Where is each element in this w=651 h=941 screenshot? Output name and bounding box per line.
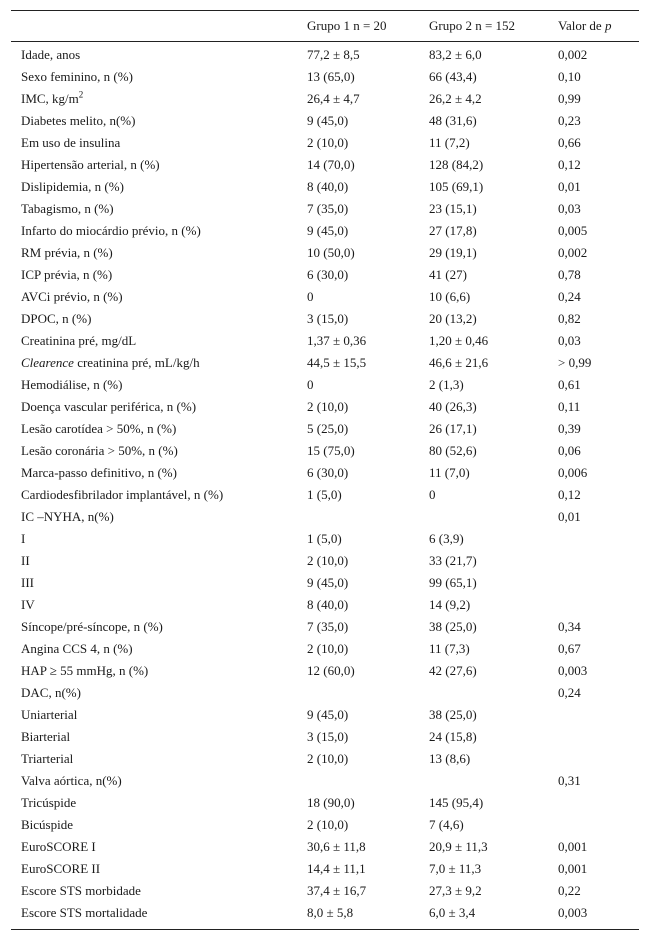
group1-value: 77,2 ± 8,5: [307, 47, 360, 62]
row-label-text: Infarto do miocárdio prévio, n (%): [21, 223, 201, 238]
table-row: [11, 703, 639, 725]
row-label: [21, 311, 91, 326]
row-label: [21, 201, 114, 216]
p-value: 0,24: [558, 289, 581, 304]
table-row: [11, 769, 639, 791]
table-row: [11, 175, 639, 197]
group1-value: 6 (30,0): [307, 267, 349, 282]
row-label-text: Doença vascular periférica, n (%): [21, 399, 197, 414]
row-label: [21, 135, 120, 150]
header-col-group1: Grupo 1 n = 20: [307, 18, 387, 33]
group2-value: 27 (17,8): [429, 223, 477, 238]
row-label-text: Biarterial: [21, 729, 71, 744]
row-label: [21, 641, 133, 656]
table-row: [11, 593, 639, 615]
p-value: 0,99: [558, 91, 581, 106]
header-pvalue-prefix: Valor de: [558, 18, 605, 33]
group1-value: 7 (35,0): [307, 619, 349, 634]
group2-value: 99 (65,1): [429, 575, 477, 590]
row-label: [21, 773, 122, 788]
table-row: [11, 505, 639, 527]
table-row: [11, 901, 639, 923]
row-label: [21, 597, 35, 612]
table-row: [11, 395, 639, 417]
group1-value: 1 (5,0): [307, 487, 342, 502]
table-row: [11, 439, 639, 461]
row-label: [21, 883, 141, 898]
row-label: [21, 91, 83, 106]
group1-value: 1 (5,0): [307, 531, 342, 546]
row-label: [21, 69, 133, 84]
group2-value: 40 (26,3): [429, 399, 477, 414]
table-row: [11, 725, 639, 747]
p-value: 0,003: [558, 663, 588, 678]
group1-value: 0: [307, 377, 314, 392]
row-label-text: Uniarterial: [21, 707, 78, 722]
group2-value: 42 (27,6): [429, 663, 477, 678]
table-row: [11, 879, 639, 901]
group1-value: 30,6 ± 11,8: [307, 839, 366, 854]
p-value: 0,31: [558, 773, 581, 788]
row-label: [21, 663, 148, 678]
row-label-text: Lesão coronária > 50%, n (%): [21, 443, 178, 458]
header-col-group2: Grupo 2 n = 152: [429, 18, 516, 33]
group1-value: 37,4 ± 16,7: [307, 883, 367, 898]
table-header-rule: [11, 41, 639, 42]
row-label-text: Hipertensão arterial, n (%): [21, 157, 160, 172]
row-label: [21, 509, 114, 524]
row-label-text: Lesão carotídea > 50%, n (%): [21, 421, 177, 436]
row-label: [21, 575, 34, 590]
row-label: [21, 553, 30, 568]
row-label: [21, 399, 196, 414]
group1-value: 6 (30,0): [307, 465, 349, 480]
table-row: [11, 351, 639, 373]
row-label-text: Diabetes melito, n(%): [21, 113, 136, 128]
row-label-text: RM prévia, n (%): [21, 245, 113, 260]
p-value: 0,66: [558, 135, 581, 150]
p-value: 0,12: [558, 157, 581, 172]
group2-value: 80 (52,6): [429, 443, 477, 458]
group1-value: 8 (40,0): [307, 179, 349, 194]
row-label: [21, 795, 76, 810]
group2-value: 48 (31,6): [429, 113, 477, 128]
group1-value: 2 (10,0): [307, 751, 349, 766]
row-label: [21, 267, 112, 282]
row-label-text: ICP prévia, n (%): [21, 267, 113, 282]
group2-value: 38 (25,0): [429, 707, 477, 722]
p-value: 0,001: [558, 861, 588, 876]
group2-value: 105 (69,1): [429, 179, 484, 194]
row-label: [21, 421, 176, 436]
table-row: [11, 197, 639, 219]
table-row: [11, 373, 639, 395]
group2-value: 13 (8,6): [429, 751, 471, 766]
row-label: [21, 685, 81, 700]
group2-value: 6,0 ± 3,4: [429, 905, 476, 920]
table-row: [11, 813, 639, 835]
group2-value: 7,0 ± 11,3: [429, 861, 482, 876]
group2-value: 128 (84,2): [429, 157, 484, 172]
row-label-text: Marca-passo definitivo, n (%): [21, 465, 177, 480]
p-value: 0,001: [558, 839, 588, 854]
group1-value: 3 (15,0): [307, 729, 349, 744]
p-value: > 0,99: [558, 355, 592, 370]
row-label: [21, 751, 73, 766]
group2-value: 0: [429, 487, 436, 502]
p-value: 0,01: [558, 179, 581, 194]
p-value: 0,10: [558, 69, 581, 84]
group2-value: 46,6 ± 21,6: [429, 355, 489, 370]
group2-value: 11 (7,0): [429, 465, 470, 480]
group1-value: 9 (45,0): [307, 575, 349, 590]
row-label: [21, 355, 200, 370]
group2-value: 11 (7,2): [429, 135, 470, 150]
p-value: 0,61: [558, 377, 581, 392]
table-row: [11, 65, 639, 87]
p-value: 0,78: [558, 267, 581, 282]
table-row: [11, 87, 639, 109]
row-label: [21, 47, 80, 62]
group2-value: 26,2 ± 4,2: [429, 91, 482, 106]
table-row: [11, 857, 639, 879]
row-label-text: AVCi prévio, n (%): [21, 289, 123, 304]
table-row: [11, 791, 639, 813]
group1-value: 8 (40,0): [307, 597, 349, 612]
row-label: [21, 465, 177, 480]
row-label: [21, 179, 124, 194]
row-label: [21, 443, 178, 458]
group2-value: 20,9 ± 11,3: [429, 839, 488, 854]
row-label-text: EuroSCORE I: [21, 839, 96, 854]
row-label: [21, 333, 136, 348]
group2-value: 33 (21,7): [429, 553, 477, 568]
row-label: [21, 245, 113, 260]
group2-value: 7 (4,6): [429, 817, 464, 832]
group2-value: 20 (13,2): [429, 311, 477, 326]
group2-value: 14 (9,2): [429, 597, 471, 612]
table-row: [11, 43, 639, 65]
p-value: 0,82: [558, 311, 581, 326]
group1-value: 9 (45,0): [307, 113, 349, 128]
row-label-text: Sexo feminino, n (%): [21, 69, 133, 84]
group2-value: 26 (17,1): [429, 421, 477, 436]
p-value: 0,67: [558, 641, 581, 656]
row-label-text: Creatinina pré, mg/dL: [21, 333, 137, 348]
group1-value: 10 (50,0): [307, 245, 355, 260]
row-label-text: IV: [21, 597, 35, 612]
table-row: [11, 835, 639, 857]
table-row: [11, 131, 639, 153]
row-label-italic: Clearence: [21, 355, 74, 370]
group1-value: 2 (10,0): [307, 553, 349, 568]
group1-value: 18 (90,0): [307, 795, 355, 810]
table-row: [11, 637, 639, 659]
table-row: [11, 527, 639, 549]
row-label: [21, 861, 100, 876]
row-label-text: Tabagismo, n (%): [21, 201, 114, 216]
group1-value: 2 (10,0): [307, 817, 349, 832]
row-label-text: DAC, n(%): [21, 685, 81, 700]
row-label-text: Angina CCS 4, n (%): [21, 641, 133, 656]
p-value: 0,006: [558, 465, 588, 480]
group2-value: 41 (27): [429, 267, 467, 282]
group1-value: 2 (10,0): [307, 399, 349, 414]
table-row: [11, 285, 639, 307]
row-label-text: III: [21, 575, 34, 590]
group2-value: 6 (3,9): [429, 531, 464, 546]
row-label: [21, 377, 122, 392]
p-value: 0,03: [558, 201, 581, 216]
p-value: 0,39: [558, 421, 581, 436]
row-label: [21, 113, 135, 128]
row-label: [21, 729, 70, 744]
p-value: 0,11: [558, 399, 581, 414]
group1-value: 2 (10,0): [307, 641, 349, 656]
p-value: 0,12: [558, 487, 581, 502]
row-label: [21, 223, 201, 238]
header-col-pvalue: [558, 18, 611, 34]
row-label: [21, 817, 73, 832]
row-label: [21, 289, 123, 304]
table-row: [11, 241, 639, 263]
group1-value: 44,5 ± 15,5: [307, 355, 367, 370]
group2-value: 1,20 ± 0,46: [429, 333, 489, 348]
group1-value: 26,4 ± 4,7: [307, 91, 360, 106]
group2-value: 38 (25,0): [429, 619, 477, 634]
group1-value: 8,0 ± 5,8: [307, 905, 354, 920]
row-label-text: Síncope/pré-síncope, n (%): [21, 619, 163, 634]
group2-value: 66 (43,4): [429, 69, 477, 84]
table-row: [11, 747, 639, 769]
row-label-text: IC –NYHA, n(%): [21, 509, 114, 524]
group2-value: 83,2 ± 6,0: [429, 47, 482, 62]
group1-value: 3 (15,0): [307, 311, 349, 326]
p-value: 0,002: [558, 47, 588, 62]
row-label: [21, 707, 77, 722]
group1-value: 12 (60,0): [307, 663, 355, 678]
group2-value: 27,3 ± 9,2: [429, 883, 482, 898]
group1-value: 14 (70,0): [307, 157, 355, 172]
row-label-text: Tricúspide: [21, 795, 77, 810]
row-label-text: II: [21, 553, 30, 568]
p-value: 0,002: [558, 245, 588, 260]
group1-value: 15 (75,0): [307, 443, 355, 458]
table-row: [11, 571, 639, 593]
row-label-text: Em uso de insulina: [21, 135, 121, 150]
group2-value: 2 (1,3): [429, 377, 464, 392]
row-label-text: Valva aórtica, n(%): [21, 773, 122, 788]
group2-value: 11 (7,3): [429, 641, 470, 656]
p-value: 0,005: [558, 223, 588, 238]
p-value: 0,03: [558, 333, 581, 348]
group1-value: 9 (45,0): [307, 223, 349, 238]
row-label-superscript: 2: [78, 89, 84, 100]
row-label-text: Triarterial: [21, 751, 74, 766]
row-label-text: creatinina pré, mL/kg/h: [73, 355, 200, 370]
p-value: 0,34: [558, 619, 581, 634]
row-label: [21, 839, 96, 854]
row-label-text: Cardiodesfibrilador implantável, n (%): [21, 487, 224, 502]
table-row: [11, 109, 639, 131]
row-label-text: IMC, kg/m: [21, 91, 79, 106]
row-label-text: I: [21, 531, 26, 546]
table-row: [11, 219, 639, 241]
group1-value: 14,4 ± 11,1: [307, 861, 366, 876]
group2-value: 145 (95,4): [429, 795, 484, 810]
row-label: [21, 905, 147, 920]
table-row: [11, 307, 639, 329]
group2-value: 23 (15,1): [429, 201, 477, 216]
row-label: [21, 157, 160, 172]
row-label-text: Hemodiálise, n (%): [21, 377, 123, 392]
row-label: [21, 619, 163, 634]
table-row: [11, 681, 639, 703]
p-value: 0,01: [558, 509, 581, 524]
table-row: [11, 417, 639, 439]
table-bottom-rule: [11, 929, 639, 930]
table-row: [11, 615, 639, 637]
table-row: [11, 549, 639, 571]
table-row: [11, 329, 639, 351]
table-row: [11, 659, 639, 681]
group2-value: 24 (15,8): [429, 729, 477, 744]
table-row: [11, 153, 639, 175]
p-value: 0,22: [558, 883, 581, 898]
table-row: [11, 461, 639, 483]
table-body: [11, 43, 639, 923]
row-label-text: DPOC, n (%): [21, 311, 92, 326]
row-label-text: EuroSCORE II: [21, 861, 101, 876]
row-label-text: HAP ≥ 55 mmHg, n (%): [21, 663, 149, 678]
group2-value: 29 (19,1): [429, 245, 477, 260]
row-label-text: Escore STS morbidade: [21, 883, 141, 898]
group1-value: 9 (45,0): [307, 707, 349, 722]
p-value: 0,003: [558, 905, 588, 920]
group1-value: 5 (25,0): [307, 421, 349, 436]
group1-value: 0: [307, 289, 314, 304]
row-label-text: Bicúspide: [21, 817, 73, 832]
p-value: 0,24: [558, 685, 581, 700]
header-pvalue-italic: p: [604, 18, 612, 33]
group2-value: 10 (6,6): [429, 289, 471, 304]
row-label: [21, 531, 25, 546]
table-header: [11, 10, 639, 41]
row-label-text: Dislipidemia, n (%): [21, 179, 124, 194]
group1-value: 2 (10,0): [307, 135, 349, 150]
group1-value: 1,37 ± 0,36: [307, 333, 367, 348]
row-label-text: Escore STS mortalidade: [21, 905, 148, 920]
group1-value: 7 (35,0): [307, 201, 349, 216]
table-row: [11, 263, 639, 285]
row-label: [21, 487, 223, 502]
p-value: 0,23: [558, 113, 581, 128]
table-row: [11, 483, 639, 505]
row-label-text: Idade, anos: [21, 47, 81, 62]
group1-value: 13 (65,0): [307, 69, 355, 84]
p-value: 0,06: [558, 443, 581, 458]
